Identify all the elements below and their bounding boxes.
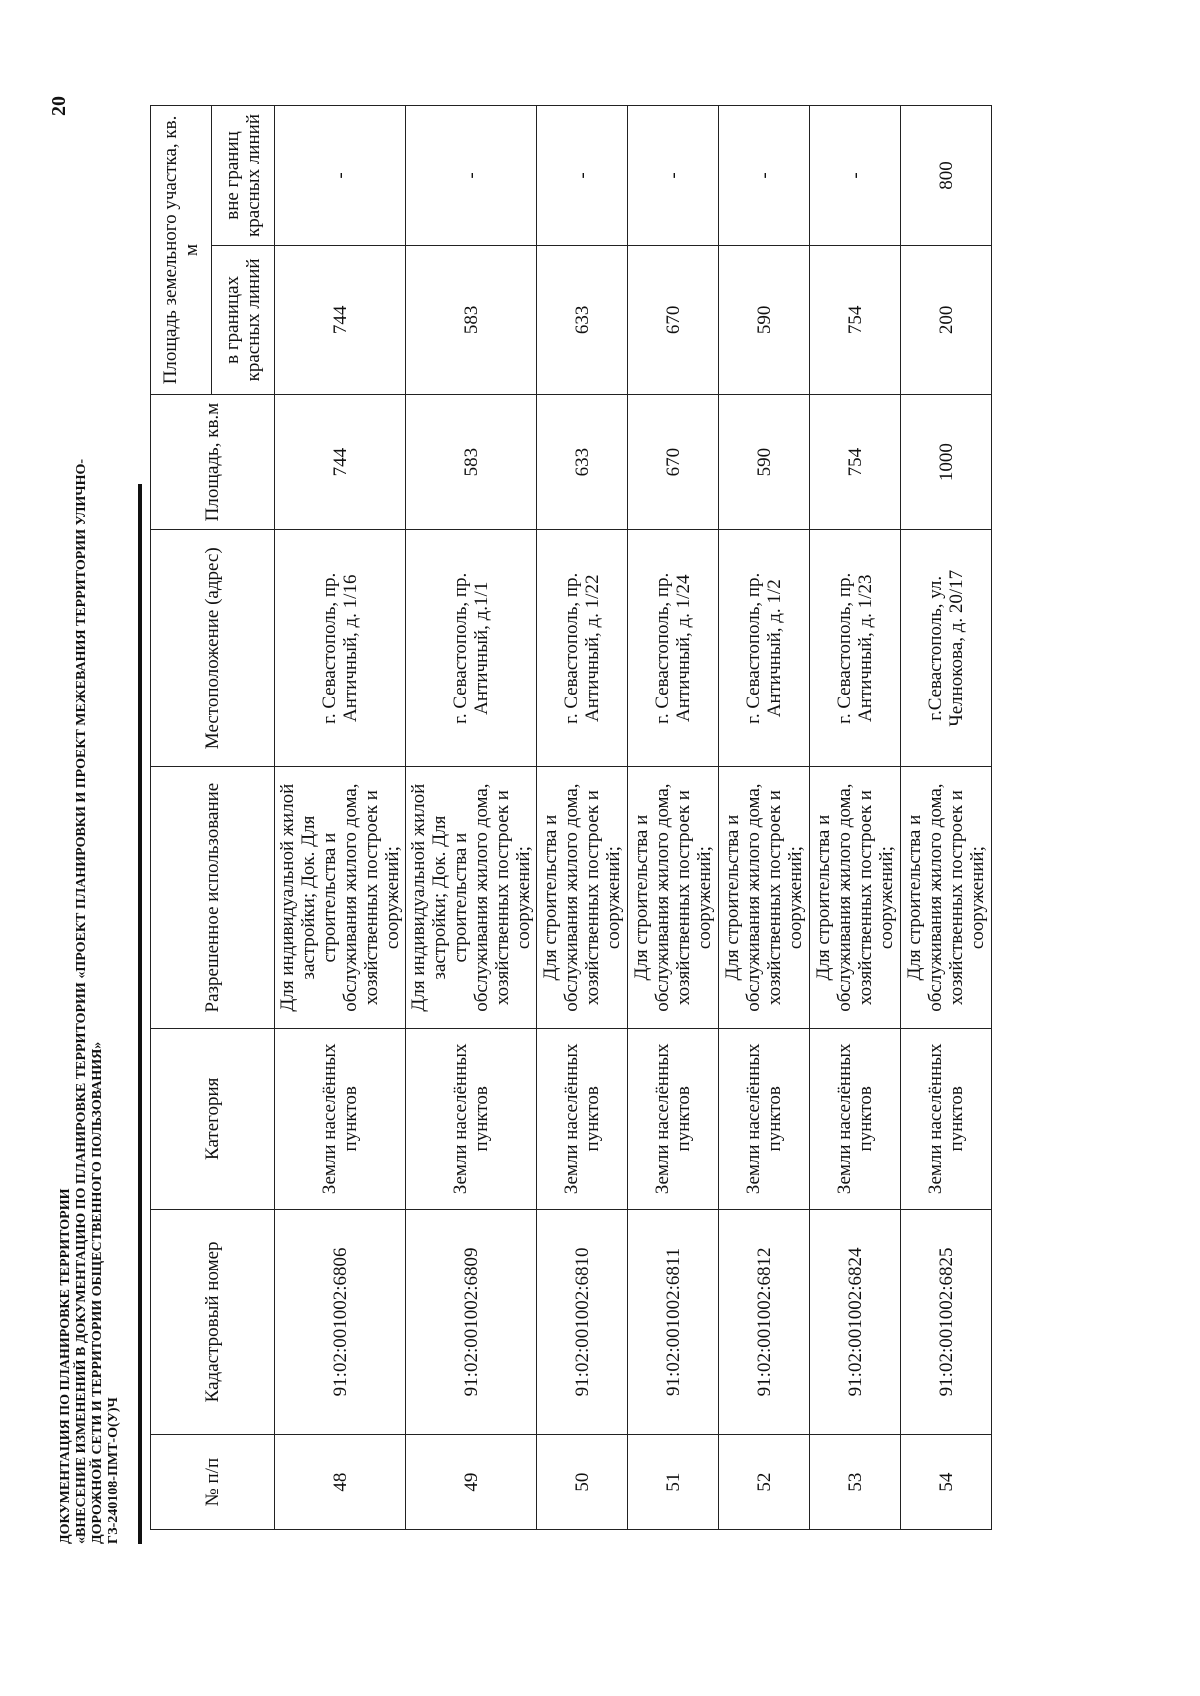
header-line-1: ДОКУМЕНТАЦИЯ ПО ПЛАНИРОВКЕ ТЕРРИТОРИИ xyxy=(58,1188,73,1544)
cell-permitted-use: Для строительства и обслуживания жилого дома, хозяйственных построек и сооружений; xyxy=(901,767,992,1029)
cell-outside: 800 xyxy=(901,106,992,246)
header-area: Площадь, кв.м xyxy=(151,394,275,529)
table-row xyxy=(719,106,810,1530)
table-header-row xyxy=(151,106,212,1530)
header-line-3: ДОРОЖНОЙ СЕТИ И ТЕРРИТОРИИ ОБЩЕСТВЕННОГО ПОЛЬЗОВАНИЯ» xyxy=(90,1041,105,1544)
cell-inside: 583 xyxy=(406,245,537,394)
cell-permitted-use: Для строительства и обслуживания жилого дома, хозяйственных построек и сооружений; xyxy=(810,767,901,1029)
cell-area: 633 xyxy=(537,394,628,529)
cell-area: 1000 xyxy=(901,394,992,529)
page-number: 20 xyxy=(48,96,70,116)
header-outside-red-lines: вне границ красных линий xyxy=(212,106,275,246)
cell-num: 53 xyxy=(810,1435,901,1530)
cell-location: г. Севастополь, пр. Античный, д. 1/16 xyxy=(275,530,406,767)
cell-outside: - xyxy=(275,106,406,246)
table-row xyxy=(537,106,628,1530)
header-permitted-use: Разрешенное использование xyxy=(151,767,275,1029)
cell-category: Земли населённых пунктов xyxy=(537,1029,628,1210)
cell-inside: 200 xyxy=(901,245,992,394)
cell-num: 49 xyxy=(406,1435,537,1530)
cell-location: г.Севастополь, ул. Челнокова, д. 20/17 xyxy=(901,530,992,767)
cell-cadastral: 91:02:001002:6824 xyxy=(810,1209,901,1435)
cell-cadastral: 91:02:001002:6810 xyxy=(537,1209,628,1435)
land-plots-table xyxy=(150,105,992,1530)
header-num: № п/п xyxy=(151,1435,275,1530)
cell-outside: - xyxy=(537,106,628,246)
cell-inside: 744 xyxy=(275,245,406,394)
cell-category: Земли населённых пунктов xyxy=(719,1029,810,1210)
cell-permitted-use: Для строительства и обслуживания жилого дома, хозяйственных построек и сооружений; xyxy=(628,767,719,1029)
cell-area: 670 xyxy=(628,394,719,529)
cell-category: Земли населённых пунктов xyxy=(275,1029,406,1210)
cell-cadastral: 91:02:001002:6825 xyxy=(901,1209,992,1435)
cell-location: г. Севастополь, пр. Античный, д. 1/23 xyxy=(810,530,901,767)
cell-num: 54 xyxy=(901,1435,992,1530)
header-cadastral: Кадастровый номер xyxy=(151,1209,275,1435)
cell-area: 583 xyxy=(406,394,537,529)
cell-outside: - xyxy=(810,106,901,246)
cell-location: г. Севастополь, пр. Античный, д. 1/24 xyxy=(628,530,719,767)
cell-cadastral: 91:02:001002:6812 xyxy=(719,1209,810,1435)
cell-permitted-use: Для строительства и обслуживания жилого дома, хозяйственных построек и сооружений; xyxy=(537,767,628,1029)
header-line-2: «ВНЕСЕНИЕ ИЗМЕНЕНИЙ В ДОКУМЕНТАЦИЮ ПО ПЛАНИРОВКЕ ТЕРРИТОРИИ «ПРОЕКТ ПЛАНИРОВКИ И ПРОЕКТ МЕЖЕВАНИЯ ТЕРРИТОРИИ УЛИЧНО- xyxy=(74,458,89,1544)
cell-num: 52 xyxy=(719,1435,810,1530)
document-header xyxy=(58,458,122,1544)
cell-num: 51 xyxy=(628,1435,719,1530)
cell-outside: - xyxy=(719,106,810,246)
cell-outside: - xyxy=(628,106,719,246)
cell-inside: 633 xyxy=(537,245,628,394)
table-row xyxy=(901,106,992,1530)
cell-category: Земли населённых пунктов xyxy=(406,1029,537,1210)
cell-outside: - xyxy=(406,106,537,246)
cell-inside: 590 xyxy=(719,245,810,394)
cell-location: г. Севастополь, пр. Античный, д.1/1 xyxy=(406,530,537,767)
cell-category: Земли населённых пунктов xyxy=(810,1029,901,1210)
cell-cadastral: 91:02:001002:6809 xyxy=(406,1209,537,1435)
cell-permitted-use: Для индивидуальной жилой застройки; Док. Для строительства и обслуживания жилого дома, хозяйственных построек и сооружений; xyxy=(275,767,406,1029)
table-row xyxy=(406,106,537,1530)
cell-cadastral: 91:02:001002:6811 xyxy=(628,1209,719,1435)
cell-cadastral: 91:02:001002:6806 xyxy=(275,1209,406,1435)
header-category: Категория xyxy=(151,1029,275,1210)
cell-location: г. Севастополь, пр. Античный, д. 1/22 xyxy=(537,530,628,767)
cell-num: 48 xyxy=(275,1435,406,1530)
header-divider xyxy=(138,484,142,1544)
cell-category: Земли населённых пунктов xyxy=(628,1029,719,1210)
header-line-4: ГЗ-240108-ПМТ-О(У)Ч xyxy=(106,1397,121,1544)
cell-permitted-use: Для индивидуальной жилой застройки; Док. Для строительства и обслуживания жилого дома, хозяйственных построек и сооружений; xyxy=(406,767,537,1029)
cell-area: 744 xyxy=(275,394,406,529)
cell-permitted-use: Для строительства и обслуживания жилого дома, хозяйственных построек и сооружений; xyxy=(719,767,810,1029)
cell-num: 50 xyxy=(537,1435,628,1530)
cell-inside: 670 xyxy=(628,245,719,394)
header-land-area-group: Площадь земельного участка, кв. м xyxy=(151,106,212,395)
header-location: Местоположение (адрес) xyxy=(151,530,275,767)
cell-inside: 754 xyxy=(810,245,901,394)
cell-location: г. Севастополь, пр. Античный, д. 1/2 xyxy=(719,530,810,767)
table-row xyxy=(275,106,406,1530)
cell-area: 590 xyxy=(719,394,810,529)
cell-category: Земли населённых пунктов xyxy=(901,1029,992,1210)
header-inside-red-lines: в границах красных линий xyxy=(212,245,275,394)
cell-area: 754 xyxy=(810,394,901,529)
table-row xyxy=(628,106,719,1530)
table-row xyxy=(810,106,901,1530)
